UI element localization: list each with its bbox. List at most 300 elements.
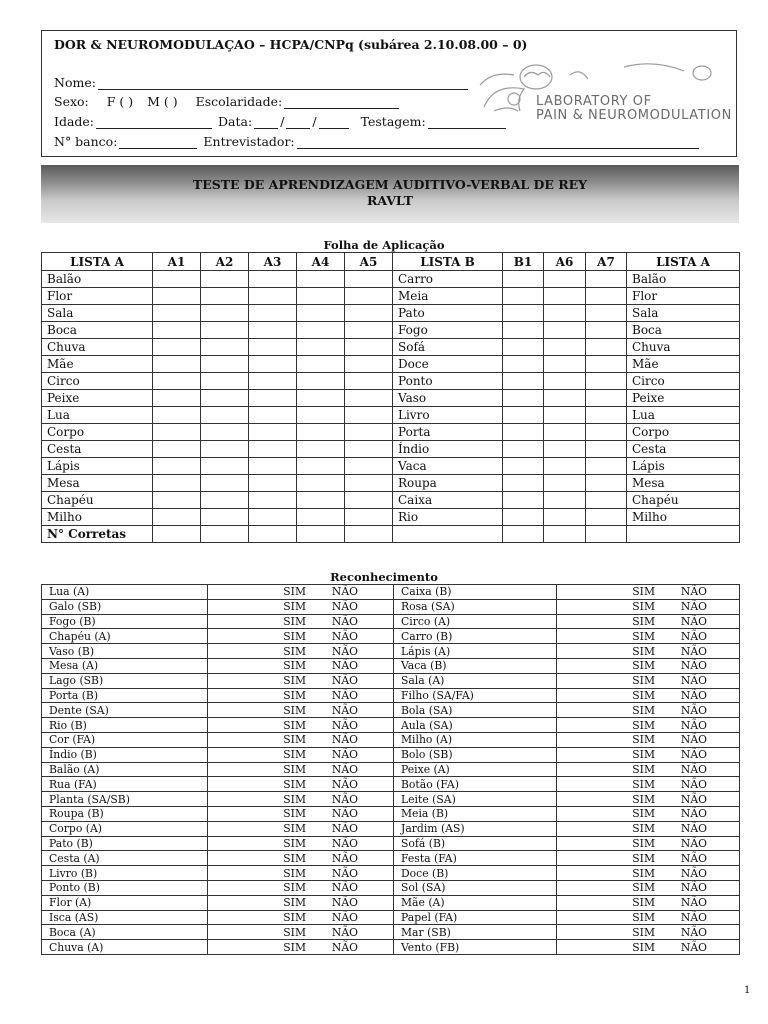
list-b-word: Índio — [393, 441, 503, 458]
sim-option[interactable]: SIM — [283, 822, 306, 836]
answer-cell[interactable] — [345, 322, 393, 339]
answer-cell[interactable] — [345, 475, 393, 492]
answer-cell[interactable] — [249, 271, 297, 288]
answer-cell[interactable] — [249, 356, 297, 373]
nao-option[interactable]: NÃO — [680, 940, 707, 954]
data-month-field[interactable] — [286, 116, 310, 129]
answer-cell[interactable] — [544, 458, 586, 475]
nao-option[interactable]: NÃO — [680, 836, 707, 850]
sim-option[interactable]: SIM — [283, 851, 306, 865]
answer-cell[interactable] — [503, 356, 544, 373]
nao-option[interactable]: NÃO — [680, 600, 707, 614]
answer-cell[interactable] — [345, 441, 393, 458]
total-cell — [627, 526, 740, 543]
escolaridade-label: Escolaridade: — [195, 94, 283, 109]
answer-cell[interactable] — [153, 424, 201, 441]
sim-option[interactable]: SIM — [632, 807, 655, 821]
list-a-word: Sala — [627, 305, 740, 322]
answer-cell[interactable] — [201, 305, 249, 322]
idade-field[interactable] — [96, 116, 212, 129]
answer-cell[interactable] — [345, 407, 393, 424]
nao-option[interactable]: NÃO — [331, 718, 358, 732]
answer-cell[interactable] — [153, 322, 201, 339]
answer-cell[interactable] — [249, 407, 297, 424]
nao-option[interactable]: NÃO — [680, 629, 707, 643]
sim-option[interactable]: SIM — [632, 836, 655, 850]
answer-cell[interactable] — [544, 390, 586, 407]
sim-option[interactable]: SIM — [632, 940, 655, 954]
answer-cell[interactable] — [153, 305, 201, 322]
sim-nao-options — [208, 910, 394, 925]
table-row — [42, 339, 740, 356]
answer-cell[interactable] — [249, 339, 297, 356]
recognition-word: Planta (SA/SB) — [42, 792, 208, 807]
answer-cell[interactable] — [297, 322, 345, 339]
nao-option[interactable]: NÃO — [680, 910, 707, 924]
answer-cell[interactable] — [201, 271, 249, 288]
list-a-word: Circo — [42, 373, 153, 390]
answer-cell[interactable] — [201, 288, 249, 305]
sim-option[interactable]: SIM — [283, 688, 306, 702]
nao-option[interactable]: NÃO — [331, 585, 358, 599]
column-header: B1 — [503, 253, 544, 271]
answer-cell[interactable] — [503, 271, 544, 288]
nao-option[interactable]: NÃO — [331, 940, 358, 954]
answer-cell[interactable] — [297, 305, 345, 322]
answer-cell[interactable] — [153, 339, 201, 356]
answer-cell[interactable] — [249, 288, 297, 305]
answer-cell[interactable] — [544, 356, 586, 373]
recognition-word: Balão (A) — [42, 762, 208, 777]
recognition-word: Festa (FA) — [394, 851, 557, 866]
answer-cell[interactable] — [153, 288, 201, 305]
nao-option[interactable]: NÃO — [331, 777, 358, 791]
answer-cell[interactable] — [586, 339, 627, 356]
total-cell[interactable] — [345, 526, 393, 543]
answer-cell[interactable] — [503, 407, 544, 424]
nome-field[interactable] — [98, 77, 468, 90]
page-number: 1 — [744, 985, 751, 996]
answer-cell[interactable] — [503, 475, 544, 492]
answer-cell[interactable] — [345, 390, 393, 407]
sim-nao-options — [557, 762, 740, 777]
table-row — [42, 475, 740, 492]
answer-cell[interactable] — [544, 509, 586, 526]
nao-option[interactable]: NÃO — [331, 748, 358, 762]
nao-option[interactable]: NÃO — [331, 881, 358, 895]
data-day-field[interactable] — [254, 116, 278, 129]
sim-option[interactable]: SIM — [283, 600, 306, 614]
sim-option[interactable]: SIM — [283, 910, 306, 924]
answer-cell[interactable] — [297, 356, 345, 373]
answer-cell[interactable] — [201, 509, 249, 526]
recognition-word: Sol (SA) — [394, 880, 557, 895]
answer-cell[interactable] — [249, 492, 297, 509]
nao-option[interactable]: NÃO — [331, 762, 358, 776]
testagem-label: Testagem: — [360, 114, 426, 129]
nao-option[interactable]: NÃO — [331, 644, 358, 658]
answer-cell[interactable] — [153, 390, 201, 407]
answer-cell[interactable] — [586, 288, 627, 305]
list-a-word: Mesa — [627, 475, 740, 492]
recognition-word: Bolo (SB) — [394, 747, 557, 762]
sim-option[interactable]: SIM — [283, 674, 306, 688]
answer-cell[interactable] — [544, 288, 586, 305]
entrevistador-field[interactable] — [297, 136, 699, 149]
table-row — [42, 836, 740, 851]
sim-option[interactable]: SIM — [632, 896, 655, 910]
sim-option[interactable]: SIM — [283, 896, 306, 910]
answer-cell[interactable] — [297, 373, 345, 390]
answer-cell[interactable] — [297, 492, 345, 509]
escolaridade-field[interactable] — [284, 96, 399, 109]
table-row — [42, 492, 740, 509]
nao-option[interactable]: NÃO — [331, 688, 358, 702]
answer-cell[interactable] — [544, 475, 586, 492]
nao-option[interactable]: NÃO — [680, 718, 707, 732]
sim-option[interactable]: SIM — [283, 644, 306, 658]
data-year-field[interactable] — [319, 116, 349, 129]
nao-option[interactable]: NÃO — [680, 792, 707, 806]
recognition-word: Leite (SA) — [394, 792, 557, 807]
sim-option[interactable]: SIM — [632, 659, 655, 673]
sim-option[interactable]: SIM — [632, 733, 655, 747]
answer-cell[interactable] — [503, 322, 544, 339]
answer-cell[interactable] — [201, 407, 249, 424]
answer-cell[interactable] — [345, 458, 393, 475]
list-a-word: Chuva — [627, 339, 740, 356]
total-cell[interactable] — [586, 526, 627, 543]
answer-cell[interactable] — [503, 339, 544, 356]
answer-cell[interactable] — [586, 356, 627, 373]
answer-cell[interactable] — [297, 271, 345, 288]
recognition-word: Caixa (B) — [394, 585, 557, 600]
answer-cell[interactable] — [297, 339, 345, 356]
sim-option[interactable]: SIM — [632, 777, 655, 791]
answer-cell[interactable] — [586, 441, 627, 458]
answer-cell[interactable] — [345, 509, 393, 526]
answer-cell[interactable] — [297, 458, 345, 475]
sim-option[interactable]: SIM — [283, 836, 306, 850]
answer-cell[interactable] — [544, 441, 586, 458]
total-cell[interactable] — [544, 526, 586, 543]
nao-option[interactable]: NÃO — [680, 881, 707, 895]
sim-option[interactable]: SIM — [283, 866, 306, 880]
table-row — [42, 895, 740, 910]
answer-cell[interactable] — [201, 475, 249, 492]
answer-cell[interactable] — [503, 492, 544, 509]
sim-nao-options — [557, 836, 740, 851]
answer-cell[interactable] — [544, 407, 586, 424]
answer-cell[interactable] — [345, 492, 393, 509]
application-header-row — [42, 253, 740, 271]
total-label: N° Corretas — [42, 526, 153, 543]
answer-cell[interactable] — [201, 356, 249, 373]
answer-cell[interactable] — [345, 373, 393, 390]
sim-option[interactable]: SIM — [632, 644, 655, 658]
nao-option[interactable]: NÃO — [331, 822, 358, 836]
sim-nao-options — [208, 836, 394, 851]
answer-cell[interactable] — [586, 390, 627, 407]
sim-nao-options — [208, 688, 394, 703]
answer-cell[interactable] — [586, 271, 627, 288]
sim-option[interactable]: SIM — [283, 585, 306, 599]
sim-option[interactable]: SIM — [283, 881, 306, 895]
total-cell[interactable] — [297, 526, 345, 543]
recognition-word: Rua (FA) — [42, 777, 208, 792]
nao-option[interactable]: NÃO — [680, 866, 707, 880]
answer-cell[interactable] — [201, 373, 249, 390]
answer-cell[interactable] — [153, 407, 201, 424]
answer-cell[interactable] — [249, 322, 297, 339]
answer-cell[interactable] — [345, 288, 393, 305]
nome-label: Nome: — [54, 75, 96, 90]
column-header: A1 — [153, 253, 201, 271]
nao-option[interactable]: NÃO — [680, 614, 707, 628]
nao-option[interactable]: NÃO — [680, 585, 707, 599]
recognition-word: Vaca (B) — [394, 658, 557, 673]
recognition-word: Cesta (A) — [42, 851, 208, 866]
answer-cell[interactable] — [297, 475, 345, 492]
sim-option[interactable]: SIM — [632, 614, 655, 628]
list-b-word: Sofá — [393, 339, 503, 356]
answer-cell[interactable] — [503, 458, 544, 475]
nao-option[interactable]: NÃO — [331, 659, 358, 673]
sim-option[interactable]: SIM — [632, 792, 655, 806]
sim-option[interactable]: SIM — [632, 674, 655, 688]
answer-cell[interactable] — [345, 339, 393, 356]
list-a-word: Lápis — [627, 458, 740, 475]
answer-cell[interactable] — [544, 373, 586, 390]
sim-option[interactable]: SIM — [283, 807, 306, 821]
sexo-label: Sexo: — [54, 94, 89, 109]
nao-option[interactable]: NÃO — [680, 925, 707, 939]
nao-option[interactable]: NÃO — [331, 910, 358, 924]
sim-nao-options — [557, 910, 740, 925]
answer-cell[interactable] — [586, 305, 627, 322]
date-separator: / — [280, 114, 285, 129]
sim-option[interactable]: SIM — [283, 614, 306, 628]
table-row — [42, 599, 740, 614]
sim-option[interactable]: SIM — [632, 822, 655, 836]
answer-cell[interactable] — [249, 424, 297, 441]
answer-cell[interactable] — [586, 424, 627, 441]
nao-option[interactable]: NÃO — [680, 762, 707, 776]
sim-option[interactable]: SIM — [632, 629, 655, 643]
nao-option[interactable]: NÃO — [331, 629, 358, 643]
answer-cell[interactable] — [249, 373, 297, 390]
sim-option[interactable]: SIM — [283, 703, 306, 717]
nao-option[interactable]: NÃO — [680, 851, 707, 865]
nao-option[interactable]: NÃO — [680, 688, 707, 702]
nao-option[interactable]: NÃO — [680, 674, 707, 688]
recognition-table — [41, 584, 740, 955]
answer-cell[interactable] — [249, 305, 297, 322]
table-row — [42, 762, 740, 777]
list-a-word: Lua — [42, 407, 153, 424]
sim-option[interactable]: SIM — [632, 600, 655, 614]
sim-option[interactable]: SIM — [632, 585, 655, 599]
nao-option[interactable]: NÃO — [680, 703, 707, 717]
application-title: Folha de Aplicação — [323, 238, 445, 252]
total-cell[interactable] — [153, 526, 201, 543]
answer-cell[interactable] — [586, 407, 627, 424]
nao-option[interactable]: NÃO — [331, 674, 358, 688]
answer-cell[interactable] — [249, 458, 297, 475]
answer-cell[interactable] — [586, 475, 627, 492]
banco-line — [54, 134, 701, 149]
sim-option[interactable]: SIM — [632, 910, 655, 924]
answer-cell[interactable] — [201, 424, 249, 441]
sim-option[interactable]: SIM — [632, 881, 655, 895]
recognition-word: Aula (SA) — [394, 718, 557, 733]
answer-cell[interactable] — [297, 407, 345, 424]
nao-option[interactable]: NÃO — [331, 896, 358, 910]
sim-option[interactable]: SIM — [632, 866, 655, 880]
sim-option[interactable]: SIM — [283, 762, 306, 776]
nao-option[interactable]: NÃO — [331, 807, 358, 821]
column-header: A7 — [586, 253, 627, 271]
answer-cell[interactable] — [153, 458, 201, 475]
answer-cell[interactable] — [345, 356, 393, 373]
sim-nao-options — [557, 644, 740, 659]
recognition-word: Ponto (B) — [42, 880, 208, 895]
answer-cell[interactable] — [503, 305, 544, 322]
nao-option[interactable]: NÃO — [331, 733, 358, 747]
nao-option[interactable]: NÃO — [331, 600, 358, 614]
answer-cell[interactable] — [503, 424, 544, 441]
answer-cell[interactable] — [586, 492, 627, 509]
answer-cell[interactable] — [153, 475, 201, 492]
sim-option[interactable]: SIM — [632, 703, 655, 717]
answer-cell[interactable] — [544, 424, 586, 441]
nao-option[interactable]: NÃO — [331, 851, 358, 865]
answer-cell[interactable] — [201, 458, 249, 475]
sim-option[interactable]: SIM — [283, 718, 306, 732]
answer-cell[interactable] — [345, 424, 393, 441]
nao-option[interactable]: NÃO — [331, 925, 358, 939]
sim-nao-options — [557, 673, 740, 688]
answer-cell[interactable] — [544, 339, 586, 356]
answer-cell[interactable] — [201, 339, 249, 356]
answer-cell[interactable] — [249, 441, 297, 458]
nao-option[interactable]: NÃO — [680, 748, 707, 762]
answer-cell[interactable] — [297, 509, 345, 526]
answer-cell[interactable] — [503, 509, 544, 526]
recognition-word: Mar (SB) — [394, 925, 557, 940]
list-b-word: Vaso — [393, 390, 503, 407]
answer-cell[interactable] — [586, 458, 627, 475]
answer-cell[interactable] — [586, 322, 627, 339]
sim-option[interactable]: SIM — [283, 925, 306, 939]
answer-cell[interactable] — [297, 288, 345, 305]
answer-cell[interactable] — [153, 509, 201, 526]
answer-cell[interactable] — [544, 322, 586, 339]
sim-option[interactable]: SIM — [283, 940, 306, 954]
nao-option[interactable]: NÃO — [680, 777, 707, 791]
nao-option[interactable]: NÃO — [680, 659, 707, 673]
sexo-m-checkbox[interactable]: M ( ) — [147, 94, 178, 109]
total-cell[interactable] — [503, 526, 544, 543]
answer-cell[interactable] — [586, 509, 627, 526]
total-cell[interactable] — [249, 526, 297, 543]
nao-option[interactable]: NÃO — [331, 792, 358, 806]
list-b-word: Caixa — [393, 492, 503, 509]
sim-nao-options — [208, 747, 394, 762]
sim-option[interactable]: SIM — [632, 718, 655, 732]
answer-cell[interactable] — [201, 441, 249, 458]
sim-option[interactable]: SIM — [283, 659, 306, 673]
nao-option[interactable]: NÃO — [680, 733, 707, 747]
answer-cell[interactable] — [297, 390, 345, 407]
answer-cell[interactable] — [345, 305, 393, 322]
sim-option[interactable]: SIM — [283, 629, 306, 643]
answer-cell[interactable] — [201, 390, 249, 407]
answer-cell[interactable] — [249, 390, 297, 407]
answer-cell[interactable] — [153, 271, 201, 288]
sim-option[interactable]: SIM — [632, 748, 655, 762]
sim-option[interactable]: SIM — [283, 777, 306, 791]
nbanco-field[interactable] — [119, 136, 197, 149]
table-row — [42, 910, 740, 925]
answer-cell[interactable] — [503, 288, 544, 305]
list-a-word: Flor — [627, 288, 740, 305]
answer-cell[interactable] — [153, 356, 201, 373]
nao-option[interactable]: NÃO — [331, 614, 358, 628]
list-a-word: Corpo — [42, 424, 153, 441]
answer-cell[interactable] — [297, 424, 345, 441]
answer-cell[interactable] — [544, 271, 586, 288]
nao-option[interactable]: NÃO — [331, 703, 358, 717]
sim-option[interactable]: SIM — [283, 792, 306, 806]
sim-option[interactable]: SIM — [283, 733, 306, 747]
nao-option[interactable]: NÃO — [331, 836, 358, 850]
sim-option[interactable]: SIM — [632, 762, 655, 776]
nao-option[interactable]: NÃO — [680, 807, 707, 821]
answer-cell[interactable] — [345, 271, 393, 288]
sim-option[interactable]: SIM — [632, 851, 655, 865]
answer-cell[interactable] — [249, 475, 297, 492]
answer-cell[interactable] — [297, 441, 345, 458]
table-row — [42, 806, 740, 821]
answer-cell[interactable] — [503, 441, 544, 458]
answer-cell[interactable] — [503, 390, 544, 407]
list-b-word: Pato — [393, 305, 503, 322]
nao-option[interactable]: NÃO — [680, 896, 707, 910]
sim-option[interactable]: SIM — [283, 748, 306, 762]
table-row — [42, 322, 740, 339]
answer-cell[interactable] — [249, 509, 297, 526]
answer-cell[interactable] — [201, 492, 249, 509]
answer-cell[interactable] — [201, 322, 249, 339]
nao-option[interactable]: NÃO — [680, 822, 707, 836]
answer-cell[interactable] — [153, 492, 201, 509]
answer-cell[interactable] — [503, 373, 544, 390]
recognition-word: Galo (SB) — [42, 599, 208, 614]
answer-cell[interactable] — [544, 492, 586, 509]
answer-cell[interactable] — [153, 441, 201, 458]
total-cell[interactable] — [201, 526, 249, 543]
recognition-title: Reconhecimento — [330, 570, 438, 584]
answer-cell[interactable] — [586, 373, 627, 390]
sim-option[interactable]: SIM — [632, 925, 655, 939]
nao-option[interactable]: NÃO — [331, 866, 358, 880]
nao-option[interactable]: NÃO — [680, 644, 707, 658]
sim-option[interactable]: SIM — [632, 688, 655, 702]
answer-cell[interactable] — [153, 373, 201, 390]
sexo-f-checkbox[interactable]: F ( ) — [106, 94, 134, 109]
answer-cell[interactable] — [544, 305, 586, 322]
